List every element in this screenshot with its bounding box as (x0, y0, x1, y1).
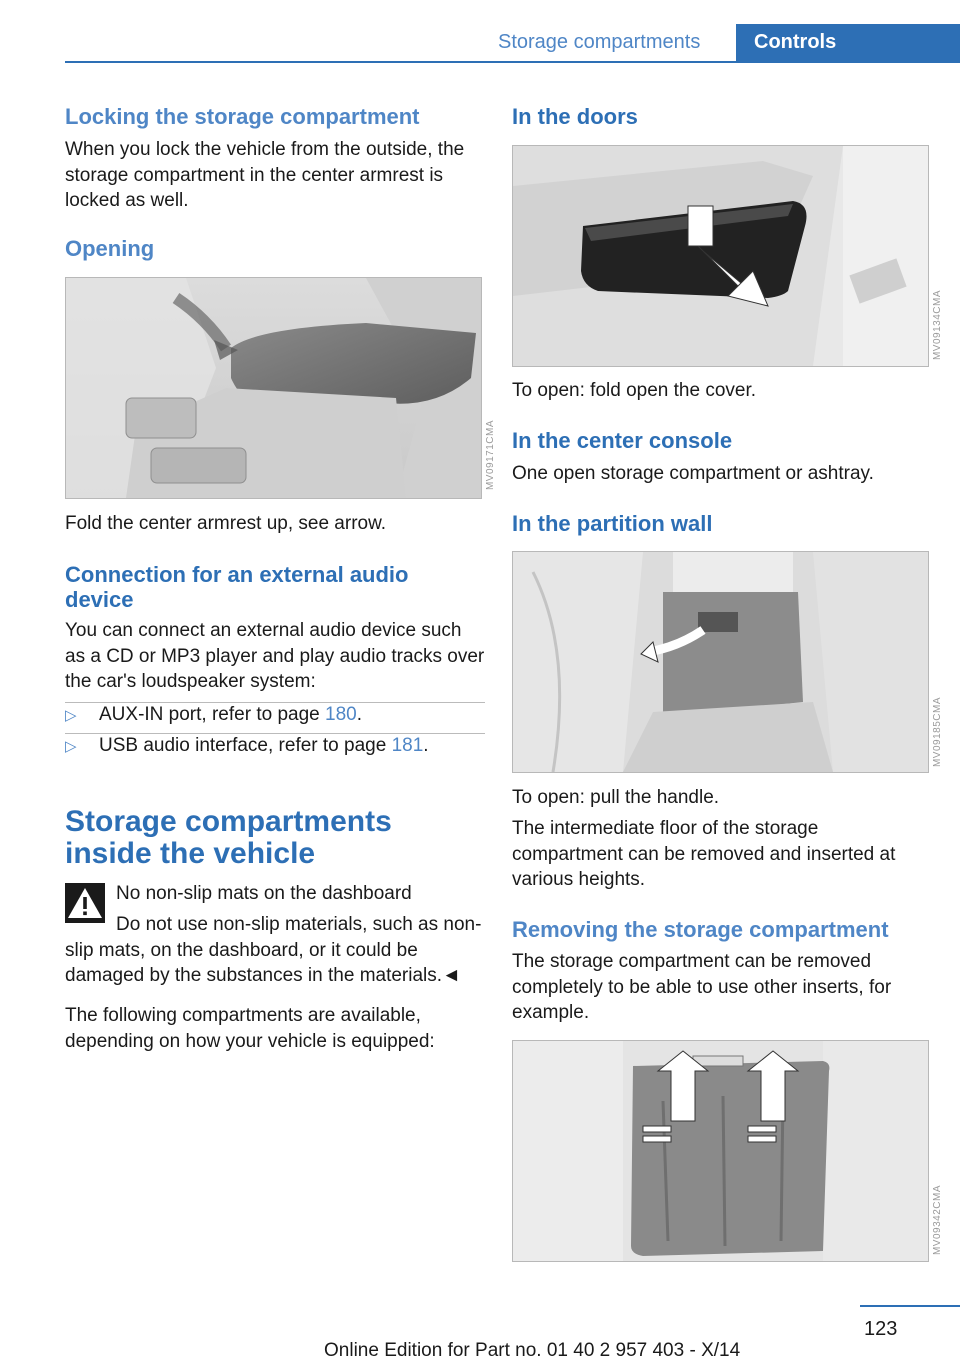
page-link-181[interactable]: 181 (391, 735, 424, 756)
heading-audio: Connection for an external audio device (65, 562, 409, 612)
text-center-console: One open storage compartment or ashtray. (512, 463, 874, 484)
page-link-180[interactable]: 180 (325, 704, 357, 725)
caption-armrest: Fold the center armrest up, see arrow. (65, 513, 387, 534)
heading-opening: Opening (65, 236, 155, 261)
text-available-compartments: The following compartments are available, depending on how your vehicle is equipped: (65, 1005, 435, 1052)
figure-door (512, 145, 929, 367)
footer-edition: Online Edition for Part no. 01 40 2 957 403 - X/14 (324, 1340, 741, 1361)
header-rule (65, 61, 960, 63)
list-item-usb-text: USB audio interface, refer to page (99, 735, 392, 756)
bullet-triangle-icon: ▷ (65, 707, 77, 724)
header-chapter-label: Controls (754, 31, 837, 53)
heading-inside-vehicle: Storage compartments inside the vehicle (65, 805, 392, 870)
warning-title: No non-slip mats on the dashboard (116, 883, 412, 904)
header-chapter-tab (736, 24, 960, 63)
heading-doors: In the doors (512, 104, 638, 129)
figure-removing (512, 1040, 929, 1262)
text-audio: You can connect an external audio device such as a CD or MP3 player and play audio tracks over the car's loudspeaker system: (65, 620, 485, 692)
caption-door: To open: fold open the cover. (512, 380, 757, 401)
heading-partition-wall: In the partition wall (512, 511, 713, 536)
header-section-title: Storage compartments (498, 31, 701, 53)
heading-removing: Removing the storage compartment (512, 917, 889, 942)
list-item-aux: ▷ AUX-IN port, refer to page 180. (65, 704, 362, 725)
bullet-triangle-icon: ▷ (65, 738, 77, 755)
list-item-usb: ▷ USB audio interface, refer to page 181. (65, 735, 429, 756)
figure-code-removing: MV09342CMA (932, 1185, 943, 1256)
figure-armrest (65, 277, 482, 499)
warning-text: Do not use non-slip materials, such as non-slip mats, on the dashboard, or it could be damaged by the substances in the materials.◄ (65, 914, 482, 986)
figure-code-partition: MV09185CMA (932, 697, 943, 768)
text-removing: The storage compartment can be removed completely to be able to use other inserts, for example. (512, 951, 892, 1023)
figure-code-door: MV09134CMA (932, 290, 943, 361)
page-number: 123 (864, 1318, 898, 1340)
figure-partition (512, 551, 929, 773)
text-intermediate-floor: The intermediate floor of the storage compartment can be removed and inserted at various heights. (512, 818, 896, 890)
caption-partition: To open: pull the handle. (512, 787, 720, 808)
list-item-aux-text: AUX-IN port, refer to page (99, 704, 325, 725)
figure-code-armrest: MV09171CMA (485, 420, 496, 491)
page-number-rule (860, 1305, 960, 1307)
text-locking: When you lock the vehicle from the outside, the storage compartment in the center armrest is locked as well. (65, 139, 465, 211)
heading-center-console: In the center console (512, 428, 733, 453)
heading-locking: Locking the storage compartment (65, 104, 420, 129)
